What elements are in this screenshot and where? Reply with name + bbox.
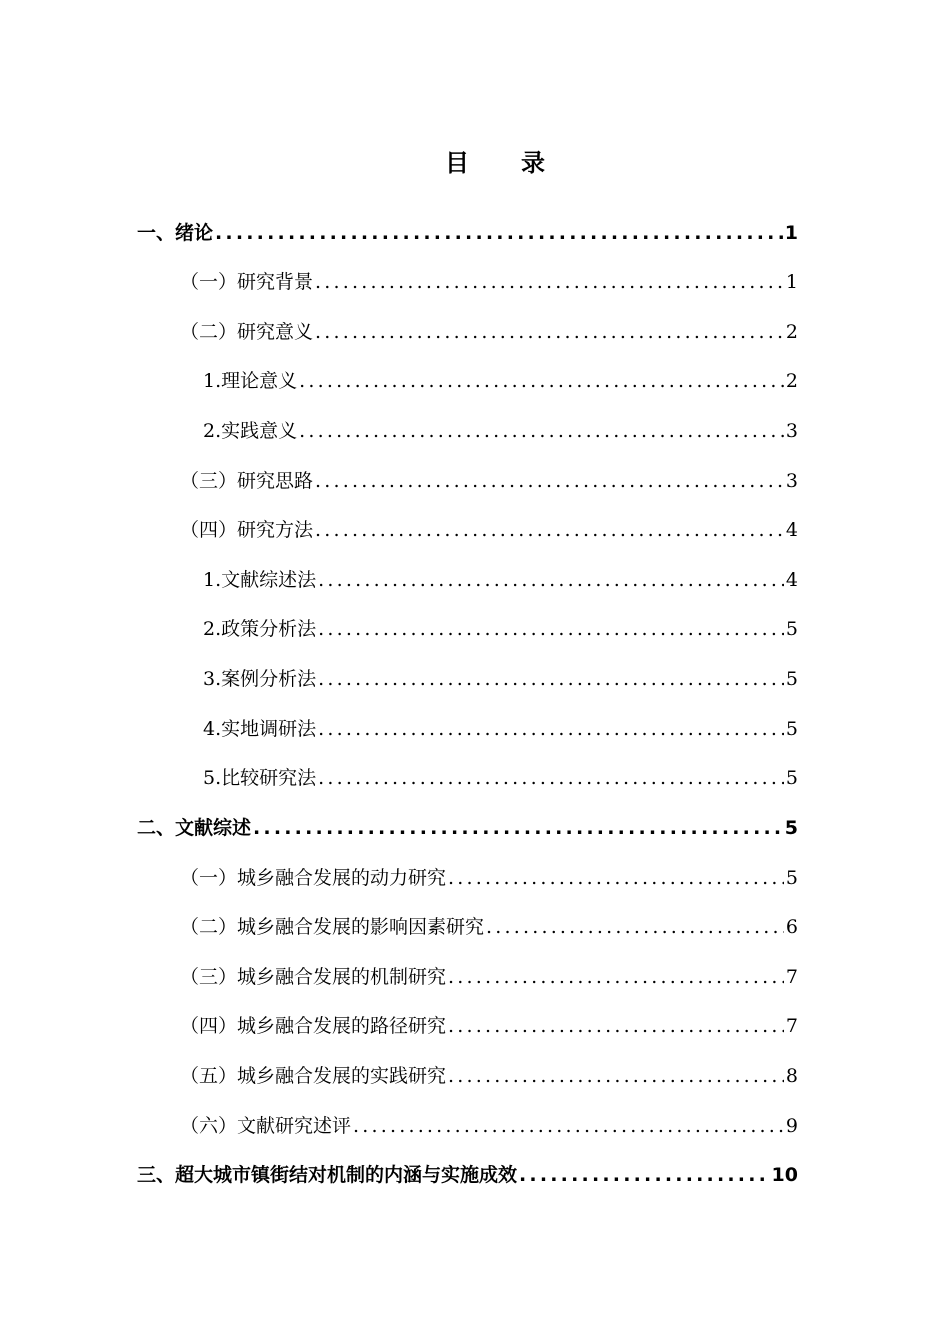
- toc-entry[interactable]: [180, 1111, 798, 1141]
- dot-leader: [318, 614, 784, 644]
- dot-leader: [353, 1111, 784, 1141]
- toc-entry[interactable]: [180, 1061, 798, 1091]
- toc-entry-page: 3: [785, 420, 798, 442]
- toc-entry-label: （二）城乡融合发展的影响因素研究: [180, 916, 485, 938]
- toc-entry-page: 2: [785, 321, 798, 343]
- toc-entry[interactable]: [137, 1160, 798, 1190]
- dot-leader: [318, 565, 784, 595]
- toc-entry[interactable]: [180, 317, 798, 347]
- toc-entry-label: （六）文献研究述评: [180, 1115, 352, 1137]
- toc-entry-page: 1: [784, 222, 798, 244]
- toc-entry-page: 5: [785, 767, 798, 789]
- toc-entry-page: 5: [784, 817, 798, 839]
- dot-leader: [315, 317, 784, 347]
- toc-entry-page: 3: [785, 470, 798, 492]
- toc-entry[interactable]: [203, 366, 798, 396]
- toc-entry[interactable]: [180, 515, 798, 545]
- toc-entry-label: （三）研究思路: [180, 470, 314, 492]
- toc-entry[interactable]: [203, 714, 798, 744]
- dot-leader: [318, 664, 784, 694]
- dot-leader: [318, 714, 784, 744]
- dot-leader: [215, 218, 783, 248]
- toc-entry-label: 2.政策分析法: [203, 618, 317, 640]
- toc-entry-page: 7: [785, 1015, 798, 1037]
- toc-entry-label: 2.实践意义: [203, 420, 298, 442]
- toc-entry[interactable]: [203, 565, 798, 595]
- toc-entry-page: 4: [785, 569, 798, 591]
- toc-entry-label: 5.比较研究法: [203, 767, 317, 789]
- dot-leader: [448, 962, 784, 992]
- dot-leader: [448, 863, 784, 893]
- dot-leader: [448, 1061, 784, 1091]
- toc-entry-page: 5: [785, 718, 798, 740]
- toc-entry-label: 二、文献综述: [137, 817, 252, 839]
- dot-leader: [519, 1160, 770, 1190]
- toc-entry-label: （一）研究背景: [180, 271, 314, 293]
- toc-entry-page: 7: [785, 966, 798, 988]
- toc-entry[interactable]: [180, 863, 798, 893]
- toc-entry-label: 一、绪论: [137, 222, 214, 244]
- dot-leader: [299, 416, 784, 446]
- toc-entry-label: （五）城乡融合发展的实践研究: [180, 1065, 447, 1087]
- toc-entry-label: 1.文献综述法: [203, 569, 317, 591]
- toc-entry-page: 5: [785, 867, 798, 889]
- toc-title: 目录: [445, 149, 597, 177]
- dot-leader: [253, 813, 783, 843]
- toc-entry[interactable]: [180, 1011, 798, 1041]
- toc-entry-label: （三）城乡融合发展的机制研究: [180, 966, 447, 988]
- toc-entry[interactable]: [180, 466, 798, 496]
- dot-leader: [486, 912, 784, 942]
- toc-entry-label: （二）研究意义: [180, 321, 314, 343]
- toc-entry[interactable]: [180, 912, 798, 942]
- toc-entry-page: 1: [785, 271, 798, 293]
- toc-entry-page: 5: [785, 618, 798, 640]
- dot-leader: [318, 763, 784, 793]
- toc-entry-page: 6: [785, 916, 798, 938]
- toc-entry-page: 4: [785, 519, 798, 541]
- toc-entry-page: 10: [771, 1164, 798, 1186]
- toc-entry[interactable]: [137, 813, 798, 843]
- toc-entry[interactable]: [180, 267, 798, 297]
- toc-entry-label: 3.案例分析法: [203, 668, 317, 690]
- dot-leader: [448, 1011, 784, 1041]
- toc-entry[interactable]: [203, 664, 798, 694]
- toc-entry-label: 1.理论意义: [203, 370, 298, 392]
- dot-leader: [315, 515, 784, 545]
- toc-entry-page: 2: [785, 370, 798, 392]
- toc-entry-label: （一）城乡融合发展的动力研究: [180, 867, 447, 889]
- toc-entry-page: 8: [785, 1065, 798, 1087]
- toc-entry[interactable]: [180, 962, 798, 992]
- toc-entry[interactable]: [203, 416, 798, 446]
- toc-entry[interactable]: [203, 763, 798, 793]
- dot-leader: [299, 366, 784, 396]
- dot-leader: [315, 267, 784, 297]
- toc-entry-page: 5: [785, 668, 798, 690]
- toc-entry[interactable]: [137, 218, 798, 248]
- toc-entry[interactable]: [203, 614, 798, 644]
- toc-entry-label: 三、超大城市镇街结对机制的内涵与实施成效: [137, 1164, 518, 1186]
- toc-entry-label: 4.实地调研法: [203, 718, 317, 740]
- toc-entry-page: 9: [785, 1115, 798, 1137]
- toc-entry-label: （四）研究方法: [180, 519, 314, 541]
- dot-leader: [315, 466, 784, 496]
- toc-entry-label: （四）城乡融合发展的路径研究: [180, 1015, 447, 1037]
